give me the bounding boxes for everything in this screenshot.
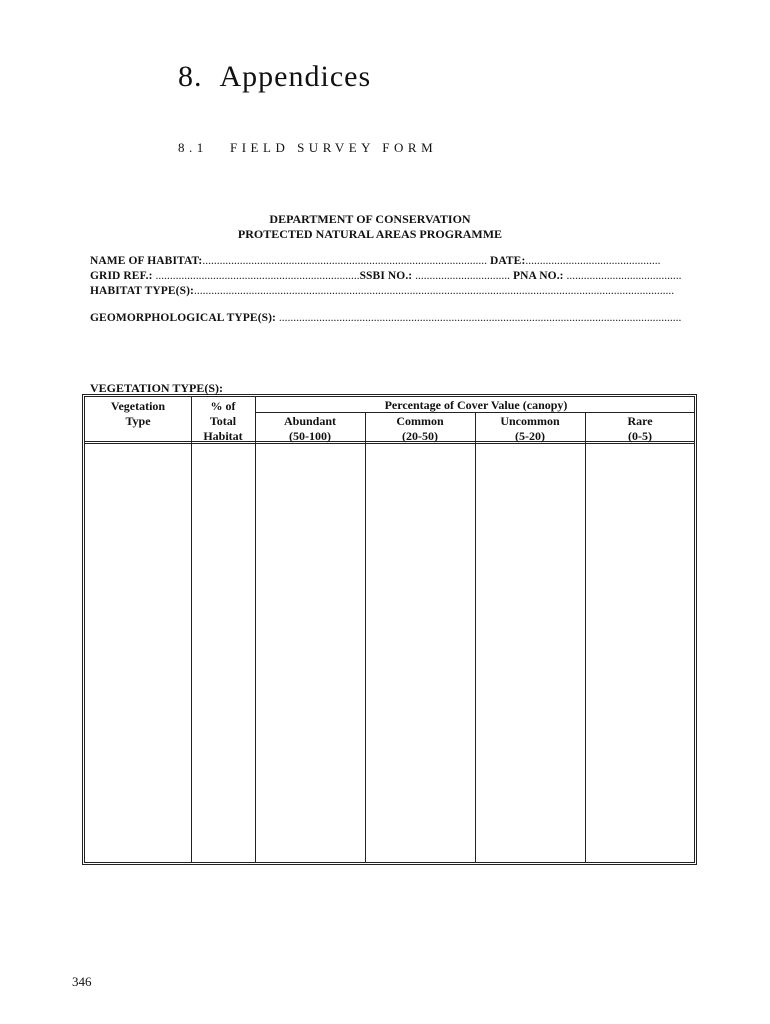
header-abundant: Abundant (50-100) <box>283 414 337 443</box>
chapter-number: 8. <box>178 60 203 93</box>
header-cover-group: Percentage of Cover Value (canopy) <box>384 398 568 412</box>
geomorphological-label: GEOMORPHOLOGICAL TYPE(S): <box>90 312 276 324</box>
section-number: 8.1 <box>178 140 208 155</box>
habitat-name-field[interactable]: ................................................................................................... <box>202 255 487 267</box>
grid-ref-line <box>90 270 696 282</box>
page-number: 346 <box>72 974 92 989</box>
habitat-types-field[interactable]: ....................................................................................................................................................................... <box>193 285 675 297</box>
cell-vegetation-type[interactable] <box>85 444 191 862</box>
habitat-types-line <box>90 285 696 297</box>
chapter-title-text: Appendices <box>219 60 372 93</box>
habitat-name-line <box>90 255 696 267</box>
pna-label: PNA NO.: <box>512 270 564 282</box>
geomorphological-field[interactable]: ............................................................................................................................................ <box>275 312 682 324</box>
cell-percent-habitat[interactable] <box>192 444 255 862</box>
header-uncommon: Uncommon (5-20) <box>500 414 560 443</box>
date-field[interactable]: ............................................... <box>525 255 661 267</box>
geomorphological-line <box>90 312 696 324</box>
header-rare: Rare (0-5) <box>627 414 653 443</box>
header-percent-habitat: % of Total Habitat <box>203 399 243 443</box>
vegetation-label: VEGETATION TYPE(S): <box>90 381 224 395</box>
ssbi-label: SSBI NO.: <box>359 270 413 282</box>
programme-name: PROTECTED NATURAL AREAS PROGRAMME <box>237 227 503 241</box>
grid-ref-label: GRID REF.: <box>90 270 153 282</box>
cell-rare[interactable] <box>586 444 694 862</box>
ssbi-field[interactable]: ................................. <box>412 270 510 282</box>
section-title: FIELD SURVEY FORM <box>230 140 438 155</box>
cell-common[interactable] <box>366 444 475 862</box>
vegetation-table <box>82 394 697 865</box>
habitat-name-label: NAME OF HABITAT: <box>90 255 203 267</box>
habitat-types-label: HABITAT TYPE(S): <box>90 285 194 297</box>
pna-field[interactable]: ........................................ <box>563 270 682 282</box>
header-vegetation-type: Vegetation Type <box>110 399 166 428</box>
grid-ref-field[interactable]: ....................................................................... <box>152 270 360 282</box>
section-heading <box>178 140 437 156</box>
department-name: DEPARTMENT OF CONSERVATION <box>269 212 471 226</box>
date-label: DATE: <box>489 255 526 267</box>
chapter-title <box>178 60 371 94</box>
cell-uncommon[interactable] <box>476 444 585 862</box>
header-common: Common (20-50) <box>396 414 444 443</box>
cell-abundant[interactable] <box>256 444 365 862</box>
organization-header <box>90 212 650 242</box>
